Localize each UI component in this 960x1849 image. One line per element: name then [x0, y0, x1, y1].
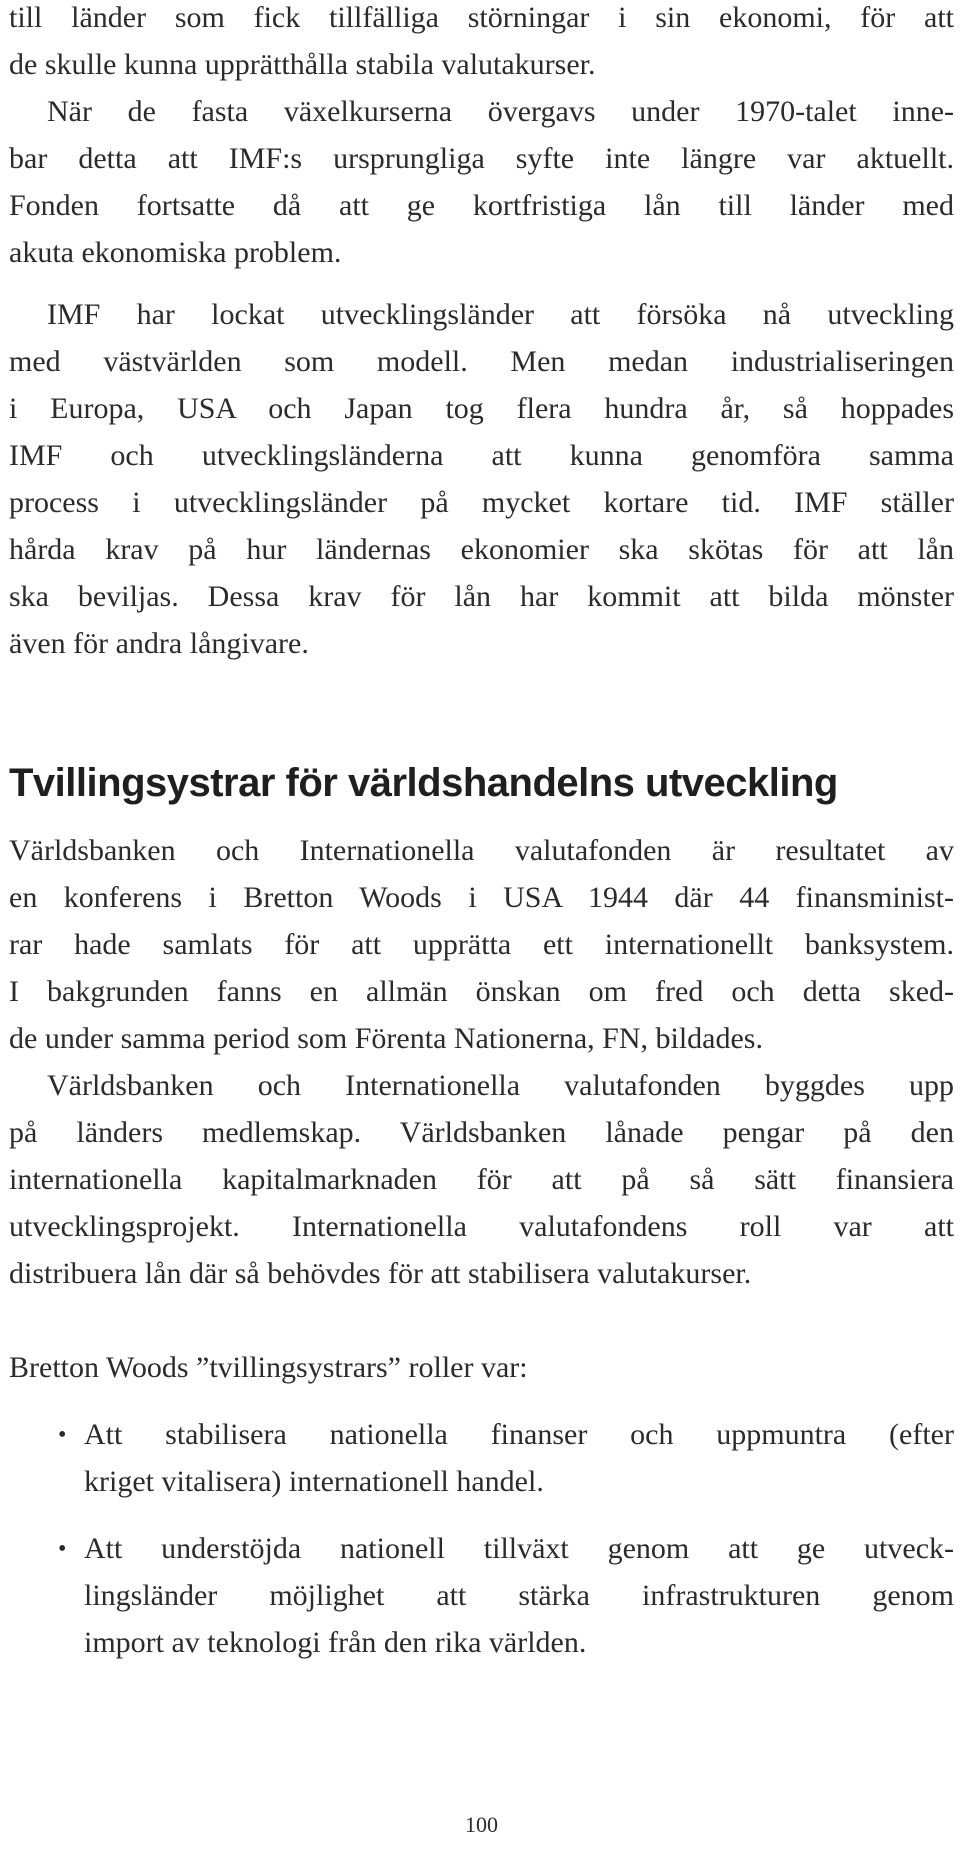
body-line: även för andra långivare.: [9, 627, 309, 660]
body-line: akuta ekonomiska problem.: [9, 236, 342, 269]
roles-intro: Bretton Woods ”tvillingsystrars” roller var:: [9, 1351, 528, 1384]
body-line: hårda krav på hur ländernas ekonomier ska skötas för att lån: [9, 533, 954, 566]
bullet-line: import av teknologi från den rika världen.: [84, 1626, 587, 1659]
body-line: Fonden fortsatte då att ge kortfristiga lån till länder med: [9, 189, 954, 222]
bullet-line: kriget vitalisera) internationell handel.: [84, 1465, 544, 1498]
body-line: på länders medlemskap. Världsbanken lånade pengar på den: [9, 1116, 954, 1149]
body-line: Världsbanken och Internationella valutafonden är resultatet av: [9, 834, 954, 867]
body-line: med västvärlden som modell. Men medan industrialiseringen: [9, 345, 954, 378]
body-line: en konferens i Bretton Woods i USA 1944 där 44 finansminist-: [9, 881, 954, 914]
body-line: Världsbanken och Internationella valutafonden byggdes upp: [47, 1069, 954, 1102]
body-line: bar detta att IMF:s ursprungliga syfte inte längre var aktuellt.: [9, 142, 954, 175]
body-line: process i utvecklingsländer på mycket kortare tid. IMF ställer: [9, 486, 954, 519]
body-line: IMF och utvecklingsländerna att kunna genomföra samma: [9, 439, 954, 472]
bullet-marker: •: [58, 1536, 67, 1562]
page-number: 100: [465, 1812, 498, 1837]
body-line: de under samma period som Förenta Nationerna, FN, bildades.: [9, 1022, 763, 1055]
body-line: rar hade samlats för att upprätta ett internationellt banksystem.: [9, 928, 954, 961]
bullet-line: Att understöjda nationell tillväxt genom att ge utveck-: [84, 1532, 954, 1565]
bullet-line: lingsländer möjlighet att stärka infrastrukturen genom: [84, 1579, 954, 1612]
body-line: i Europa, USA och Japan tog flera hundra år, så hoppades: [9, 392, 954, 425]
body-line: IMF har lockat utvecklingsländer att försöka nå utveckling: [47, 298, 954, 331]
body-line: I bakgrunden fanns en allmän önskan om fred och detta sked-: [9, 975, 954, 1008]
bullet-marker: •: [58, 1422, 67, 1448]
body-line: till länder som fick tillfälliga störningar i sin ekonomi, för att: [9, 1, 954, 34]
body-line: utvecklingsprojekt. Internationella valutafondens roll var att: [9, 1210, 954, 1243]
body-line: de skulle kunna upprätthålla stabila valutakurser.: [9, 48, 596, 81]
body-line: ska beviljas. Dessa krav för lån har kommit att bilda mönster: [9, 580, 954, 613]
bullet-line: Att stabilisera nationella finanser och uppmuntra (efter: [84, 1418, 954, 1451]
body-line: När de fasta växelkurserna övergavs under 1970-talet inne-: [47, 95, 954, 128]
body-line: distribuera lån där så behövdes för att stabilisera valutakurser.: [9, 1257, 752, 1290]
body-line: internationella kapitalmarknaden för att på så sätt finansiera: [9, 1163, 954, 1196]
section-heading: Tvillingsystrar för världshandelns utveckling: [9, 761, 838, 805]
